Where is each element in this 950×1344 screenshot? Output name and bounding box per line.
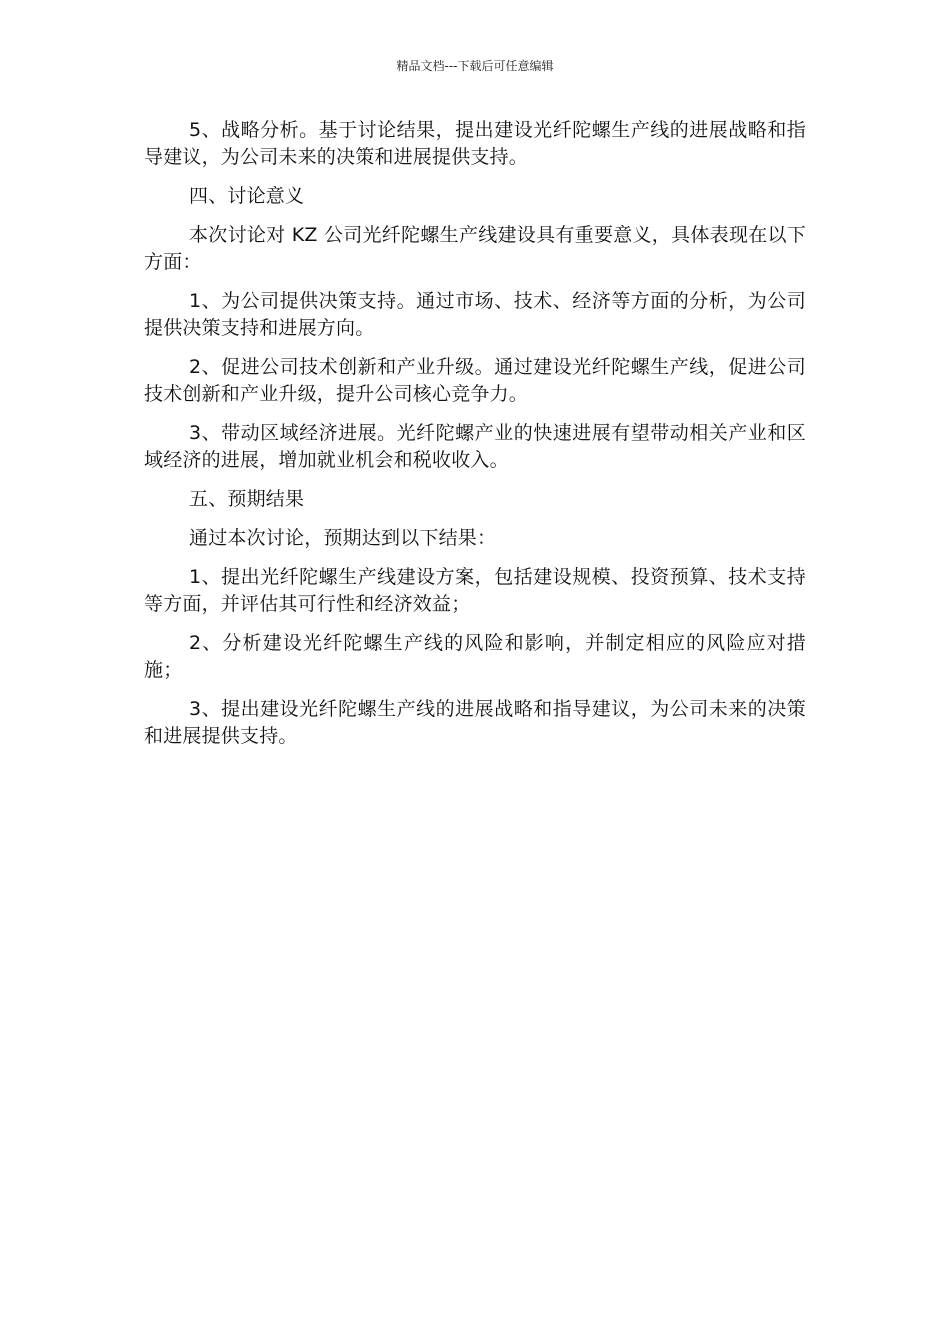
section-heading-expected-results: 五、预期结果 [189,488,305,510]
paragraph-significance-1: 1、为公司提供决策支持。通过市场、技术、经济等方面的分析，为公司提供决策支持和进展方向。 [144,290,806,339]
paragraph-strategy-analysis: 5、战略分析。基于讨论结果，提出建设光纤陀螺生产线的进展战略和指导建议，为公司未来的决策和进展提供支持。 [144,119,806,168]
paragraph-significance-3: 3、带动区域经济进展。光纤陀螺产业的快速进展有望带动相关产业和区域经济的进展，增加就业机会和税收收入。 [144,422,806,471]
section-heading-significance: 四、讨论意义 [189,185,305,207]
paragraph-result-2: 2、分析建设光纤陀螺生产线的风险和影响，并制定相应的风险应对措施； [144,632,806,681]
document-body [144,117,806,762]
page-header: 精品文档---下载后可任意编辑 [396,59,554,73]
paragraph-results-intro: 通过本次讨论，预期达到以下结果： [189,527,497,549]
paragraph-result-3: 3、提出建设光纤陀螺生产线的进展战略和指导建议，为公司未来的决策和进展提供支持。 [144,698,806,747]
paragraph-significance-intro: 本次讨论对 KZ 公司光纤陀螺生产线建设具有重要意义，具体表现在以下方面： [144,224,806,273]
paragraph-result-1: 1、提出光纤陀螺生产线建设方案，包括建设规模、投资预算、技术支持等方面，并评估其可行性和经济效益； [144,566,806,615]
paragraph-significance-2: 2、促进公司技术创新和产业升级。通过建设光纤陀螺生产线，促进公司技术创新和产业升级，提升公司核心竞争力。 [144,356,806,405]
